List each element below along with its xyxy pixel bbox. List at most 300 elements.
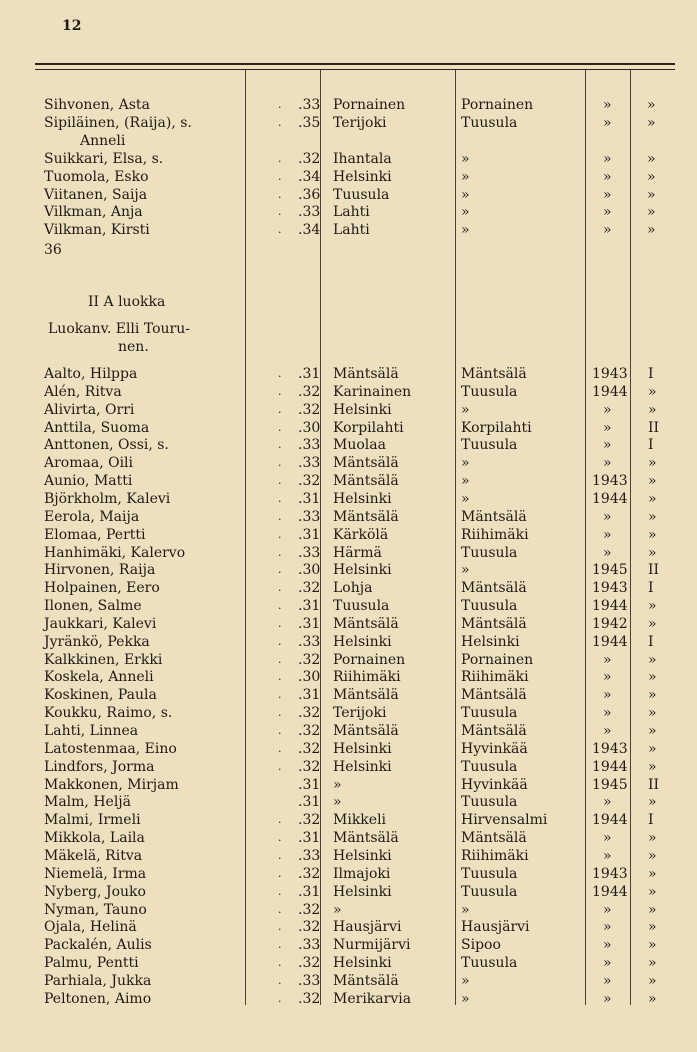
birthplace: Merikarvia [333, 990, 412, 1007]
class-level: I [648, 633, 654, 650]
entry-year: » [603, 901, 612, 918]
leader-dot: . [278, 741, 282, 755]
class-level: I [648, 812, 654, 829]
leader-dot: . [278, 706, 282, 720]
leader-dot: . [278, 527, 282, 541]
birthplace: Lohja [333, 580, 373, 597]
ditto-mark: » [603, 150, 612, 167]
ditto-mark: » [647, 114, 656, 131]
student-name: Hanhimäki, Kalervo [44, 544, 186, 561]
birth-year: .31 [298, 883, 321, 900]
birth-year: .34 [298, 222, 321, 239]
class-level: II [648, 419, 660, 436]
home-municipality: Tuusula [461, 383, 518, 400]
birth-year: .32 [298, 990, 321, 1007]
birth-year: .33 [298, 633, 321, 650]
student-name: Aalto, Hilppa [44, 366, 138, 382]
entry-year: » [603, 437, 612, 454]
birth-year: .31 [298, 794, 321, 811]
entry-year: 1944 [592, 383, 628, 400]
leader-dot: . [278, 670, 282, 684]
home-municipality: Mäntsälä [461, 687, 527, 704]
leader-dot: . [278, 563, 282, 577]
student-name: Kalkkinen, Erkki [44, 651, 163, 668]
home-municipality: Tuusula [461, 955, 518, 972]
birthplace: Helsinki [333, 955, 392, 972]
birthplace: Muolaa [333, 437, 386, 454]
birth-year: .32 [298, 705, 321, 722]
student-name: Latostenmaa, Eino [44, 740, 177, 757]
entry-year: 1944 [592, 490, 628, 507]
leader-dot: . [278, 866, 282, 880]
leader-dot: . [278, 420, 282, 434]
home-municipality: Sipoo [461, 937, 501, 954]
student-name: Anttila, Suoma [44, 419, 150, 436]
student-name: Viitanen, Saija [44, 186, 148, 203]
entry-year: » [603, 455, 612, 472]
birth-year: .31 [298, 776, 321, 793]
class-level: » [648, 508, 657, 525]
birth-year: .32 [298, 812, 321, 829]
student-name: Lindfors, Jorma [44, 758, 155, 775]
class-level: » [648, 955, 657, 972]
ditto-mark: » [603, 204, 612, 221]
birth-year: .35 [298, 114, 321, 131]
entry-year: 1943 [592, 740, 628, 757]
birth-year: .32 [298, 919, 321, 936]
birthplace: Helsinki [333, 633, 392, 650]
leader-dot: . [278, 616, 282, 630]
class-level: » [648, 598, 657, 615]
birthplace: Lahti [333, 204, 370, 221]
birth-year: .31 [298, 615, 321, 632]
leader-dot: . [278, 759, 282, 773]
birth-year: .30 [298, 669, 321, 686]
class-level: I [648, 437, 654, 454]
home-municipality: Tuusula [461, 794, 518, 811]
entry-year: 1943 [592, 473, 628, 490]
student-name: Hirvonen, Raija [44, 562, 156, 579]
leader-dot: . [278, 115, 282, 129]
birthplace: Hausjärvi [333, 919, 402, 936]
home-municipality: » [461, 901, 470, 918]
leader-dot: . [278, 991, 282, 1005]
entry-year: 1943 [592, 865, 628, 882]
birth-year: .33 [298, 972, 321, 989]
birthplace: Pornainen [333, 651, 406, 668]
student-name: Mikkola, Laila [44, 830, 145, 847]
birth-year: .32 [298, 580, 321, 597]
birthplace: Tuusula [333, 186, 390, 203]
birth-year: .33 [298, 508, 321, 525]
ditto-mark: » [603, 97, 612, 113]
birthplace: Mäntsälä [333, 830, 399, 847]
home-municipality: » [461, 562, 470, 579]
class-level: » [648, 687, 657, 704]
leader-dot: . [278, 205, 282, 219]
student-name: Mäkelä, Ritva [44, 847, 143, 864]
leader-dot: . [278, 509, 282, 523]
student-name: Vilkman, Kirsti [44, 222, 150, 239]
birthplace: Nurmijärvi [333, 937, 411, 954]
birth-year: .32 [298, 901, 321, 918]
home-municipality: Hirvensalmi [461, 812, 548, 829]
birthplace: Mäntsälä [333, 455, 399, 472]
birthplace: Mikkeli [333, 812, 387, 829]
leader-dot: . [278, 402, 282, 416]
student-name: Koukku, Raimo, s. [44, 705, 173, 722]
student-name: Alivirta, Orri [44, 401, 135, 418]
entry-year: 1944 [592, 598, 628, 615]
entry-year: » [603, 544, 612, 561]
birth-year: .32 [298, 758, 321, 775]
home-municipality: Mäntsälä [461, 615, 527, 632]
student-name: Ojala, Helinä [44, 919, 137, 936]
home-municipality: Mäntsälä [461, 508, 527, 525]
birthplace: Lahti [333, 222, 370, 239]
home-municipality: » [461, 972, 470, 989]
home-municipality: Helsinki [461, 633, 520, 650]
birth-year: .32 [298, 150, 321, 167]
home-municipality: Hausjärvi [461, 919, 530, 936]
ditto-mark: » [603, 186, 612, 203]
entry-year: 1945 [592, 776, 628, 793]
student-name: Suikkari, Elsa, s. [44, 150, 164, 167]
leader-dot: . [278, 367, 282, 380]
leader-dot: . [278, 884, 282, 898]
birthplace: Mäntsälä [333, 687, 399, 704]
class-level: » [648, 455, 657, 472]
birth-year: .32 [298, 740, 321, 757]
leader-dot: . [278, 634, 282, 648]
home-municipality: » [461, 168, 470, 185]
class-level: » [648, 901, 657, 918]
leader-dot: . [278, 956, 282, 970]
leader-dot: . [278, 223, 282, 237]
birth-year: .30 [298, 562, 321, 579]
home-municipality: Tuusula [461, 758, 518, 775]
entry-year: 1942 [592, 615, 628, 632]
student-name: Aromaa, Oili [44, 455, 134, 472]
birth-year: .31 [298, 598, 321, 615]
entry-year: » [603, 990, 612, 1007]
leader-dot: . [278, 813, 282, 827]
home-municipality: Riihimäki [461, 526, 529, 543]
home-municipality: Mäntsälä [461, 723, 527, 739]
student-name: Ilonen, Salme [44, 598, 142, 615]
top-rule-thin [35, 69, 675, 70]
class-level: » [648, 651, 657, 668]
student-name: Sipiläinen, (Raija), s. [44, 114, 192, 131]
student-name: Vilkman, Anja [44, 204, 143, 221]
leader-dot: . [278, 848, 282, 862]
entry-year: » [603, 830, 612, 847]
leader-dot: . [278, 151, 282, 165]
student-name: Eerola, Maija [44, 508, 140, 525]
leader-dot: . [278, 724, 282, 737]
entry-year: 1945 [592, 562, 628, 579]
leader-dot: . [278, 384, 282, 398]
birthplace: Terijoki [333, 705, 387, 722]
entry-year: 1944 [592, 633, 628, 650]
birth-year: .31 [298, 366, 321, 382]
home-municipality: » [461, 150, 470, 167]
class-level: » [648, 919, 657, 936]
leader-dot: . [278, 456, 282, 470]
class-level: » [648, 705, 657, 722]
home-municipality: Hyvinkää [461, 776, 528, 793]
birthplace: Riihimäki [333, 669, 401, 686]
top-rule [35, 63, 675, 65]
birthplace: Korpilahti [333, 419, 404, 436]
student-name: Jyränkö, Pekka [44, 633, 150, 650]
leader-dot: . [278, 599, 282, 613]
home-municipality: » [461, 204, 470, 221]
birth-year: .32 [298, 651, 321, 668]
student-name: Tuomola, Esko [44, 168, 149, 185]
birth-year: .33 [298, 204, 321, 221]
class-level: II [648, 562, 660, 579]
birthplace: Helsinki [333, 490, 392, 507]
leader-dot: . [278, 169, 282, 183]
home-municipality: Pornainen [461, 97, 534, 113]
student-name: Anneli [80, 132, 126, 149]
birth-year: .32 [298, 955, 321, 972]
birthplace: Mäntsälä [333, 723, 399, 739]
entry-year: » [603, 794, 612, 811]
leader-dot: . [278, 545, 282, 559]
birth-year: .33 [298, 437, 321, 454]
class-level: » [648, 847, 657, 864]
student-name: Niemelä, Irma [44, 865, 147, 882]
home-municipality: Tuusula [461, 883, 518, 900]
leader-dot: . [278, 581, 282, 595]
birthplace: Helsinki [333, 847, 392, 864]
class-level: » [648, 830, 657, 847]
class-level: » [648, 615, 657, 632]
birthplace: Tuusula [333, 598, 390, 615]
student-name: Malm, Heljä [44, 794, 131, 811]
birth-year: .32 [298, 473, 321, 490]
entry-year: » [603, 651, 612, 668]
birthplace: Mäntsälä [333, 972, 399, 989]
student-name: Jaukkari, Kalevi [44, 615, 157, 632]
student-name: Nyman, Tauno [44, 901, 147, 918]
class-level: I [648, 366, 654, 382]
class-level: » [648, 990, 657, 1007]
birth-year: .31 [298, 526, 321, 543]
student-name: Koskinen, Paula [44, 687, 157, 704]
class-level: » [648, 544, 657, 561]
birthplace: Helsinki [333, 168, 392, 185]
leader-dot: . [278, 98, 282, 111]
entry-year: » [603, 401, 612, 418]
home-municipality: Hyvinkää [461, 740, 528, 757]
class-level: » [648, 865, 657, 882]
class-level: » [648, 937, 657, 954]
leader-dot: . [278, 438, 282, 452]
ditto-mark: » [603, 168, 612, 185]
birthplace: Helsinki [333, 758, 392, 775]
entry-year: » [603, 508, 612, 525]
birth-year: .31 [298, 490, 321, 507]
student-name: Holpainen, Eero [44, 580, 160, 597]
entry-year: 1944 [592, 812, 628, 829]
birth-year: .36 [298, 186, 321, 203]
birth-year: .32 [298, 723, 321, 739]
home-municipality: Tuusula [461, 437, 518, 454]
home-municipality: » [461, 473, 470, 490]
home-municipality: Mäntsälä [461, 830, 527, 847]
student-name: Björkholm, Kalevi [44, 490, 171, 507]
leader-dot: . [278, 902, 282, 916]
ditto-mark: » [647, 204, 656, 221]
birthplace: Helsinki [333, 883, 392, 900]
home-municipality: » [461, 990, 470, 1007]
birthplace: Pornainen [333, 97, 406, 113]
class-level: » [648, 490, 657, 507]
birth-year: .30 [298, 419, 321, 436]
home-municipality: Tuusula [461, 598, 518, 615]
class-level: » [648, 401, 657, 418]
entry-year: » [603, 526, 612, 543]
student-name: Packalén, Aulis [44, 937, 152, 954]
home-municipality: Tuusula [461, 114, 518, 131]
entry-year: 1943 [592, 366, 628, 382]
home-municipality: » [461, 222, 470, 239]
entry-year: » [603, 705, 612, 722]
page-number: 12 [62, 18, 82, 34]
birthplace: Karinainen [333, 383, 412, 400]
leader-dot: . [278, 920, 282, 934]
home-municipality: » [461, 186, 470, 203]
birthplace: Mäntsälä [333, 473, 399, 490]
class-level: II [648, 776, 660, 793]
ditto-mark: » [647, 97, 656, 113]
leader-dot: . [278, 187, 282, 201]
student-name: Makkonen, Mirjam [44, 776, 179, 793]
home-municipality: Mäntsälä [461, 580, 527, 597]
birth-year: .32 [298, 383, 321, 400]
ditto-mark: » [647, 186, 656, 203]
home-municipality: Pornainen [461, 651, 534, 668]
class-level: » [648, 723, 657, 739]
birth-year: .33 [298, 937, 321, 954]
birthplace: Kärkölä [333, 526, 389, 543]
leader-dot: . [278, 831, 282, 845]
column-divider [585, 70, 586, 1005]
entry-year: » [603, 723, 612, 739]
entry-year: » [603, 972, 612, 989]
birthplace: » [333, 794, 342, 811]
student-name: Palmu, Pentti [44, 955, 139, 972]
birthplace: Helsinki [333, 401, 392, 418]
ditto-mark: » [647, 222, 656, 239]
home-municipality: Riihimäki [461, 847, 529, 864]
entry-year: 1944 [592, 758, 628, 775]
birth-year: .32 [298, 865, 321, 882]
entry-year: » [603, 919, 612, 936]
birthplace: » [333, 901, 342, 918]
ditto-mark: » [647, 150, 656, 167]
birthplace: Terijoki [333, 114, 387, 131]
home-municipality: Korpilahti [461, 419, 532, 436]
home-municipality: » [461, 490, 470, 507]
birthplace: Mäntsälä [333, 508, 399, 525]
ditto-mark: » [647, 168, 656, 185]
birth-year: .31 [298, 687, 321, 704]
home-municipality: » [461, 401, 470, 418]
home-municipality: Tuusula [461, 705, 518, 722]
leader-dot: . [278, 938, 282, 952]
entry-year: » [603, 669, 612, 686]
entry-year: 1944 [592, 883, 628, 900]
ditto-mark: » [603, 222, 612, 239]
birth-year: .32 [298, 401, 321, 418]
entry-year: » [603, 937, 612, 954]
birth-year: .34 [298, 168, 321, 185]
class-level: » [648, 883, 657, 900]
birthplace: Ihantala [333, 150, 392, 167]
leader-dot: . [278, 474, 282, 488]
student-name: Koskela, Anneli [44, 669, 154, 686]
student-name: Parhiala, Jukka [44, 972, 152, 989]
entry-year: 1943 [592, 580, 628, 597]
student-name: Malmi, Irmeli [44, 812, 141, 829]
birthplace: Helsinki [333, 562, 392, 579]
class-level: » [648, 972, 657, 989]
birth-year: .31 [298, 830, 321, 847]
class-level: » [648, 383, 657, 400]
home-municipality: » [461, 455, 470, 472]
birth-year: .33 [298, 544, 321, 561]
home-municipality: Riihimäki [461, 669, 529, 686]
entry-year: » [603, 955, 612, 972]
class-level: » [648, 740, 657, 757]
student-name: Lahti, Linnea [44, 723, 139, 739]
entry-year: » [603, 687, 612, 704]
leader-dot: . [278, 491, 282, 505]
birthplace: Mäntsälä [333, 615, 399, 632]
home-municipality: Mäntsälä [461, 366, 527, 382]
birthplace: Mäntsälä [333, 366, 399, 382]
class-level: I [648, 580, 654, 597]
class-level: » [648, 758, 657, 775]
home-municipality: Tuusula [461, 544, 518, 561]
birthplace: Helsinki [333, 740, 392, 757]
birthplace: » [333, 776, 342, 793]
student-name: Sihvonen, Asta [44, 97, 150, 113]
birth-year: .33 [298, 97, 321, 113]
student-name: Peltonen, Aimo [44, 990, 152, 1007]
birth-year: .33 [298, 455, 321, 472]
column-divider [630, 70, 631, 1005]
class-level: » [648, 526, 657, 543]
home-municipality: Tuusula [461, 865, 518, 882]
column-divider [245, 70, 246, 1005]
ditto-mark: » [603, 114, 612, 131]
class-level: » [648, 794, 657, 811]
leader-dot: . [278, 688, 282, 702]
student-name: Alén, Ritva [44, 383, 122, 400]
entry-year: » [603, 419, 612, 436]
column-divider [455, 70, 456, 1005]
class-level: » [648, 473, 657, 490]
birthplace: Härmä [333, 544, 382, 561]
student-name: Elomaa, Pertti [44, 526, 146, 543]
student-name: Aunio, Matti [44, 473, 133, 490]
birth-year: .33 [298, 847, 321, 864]
